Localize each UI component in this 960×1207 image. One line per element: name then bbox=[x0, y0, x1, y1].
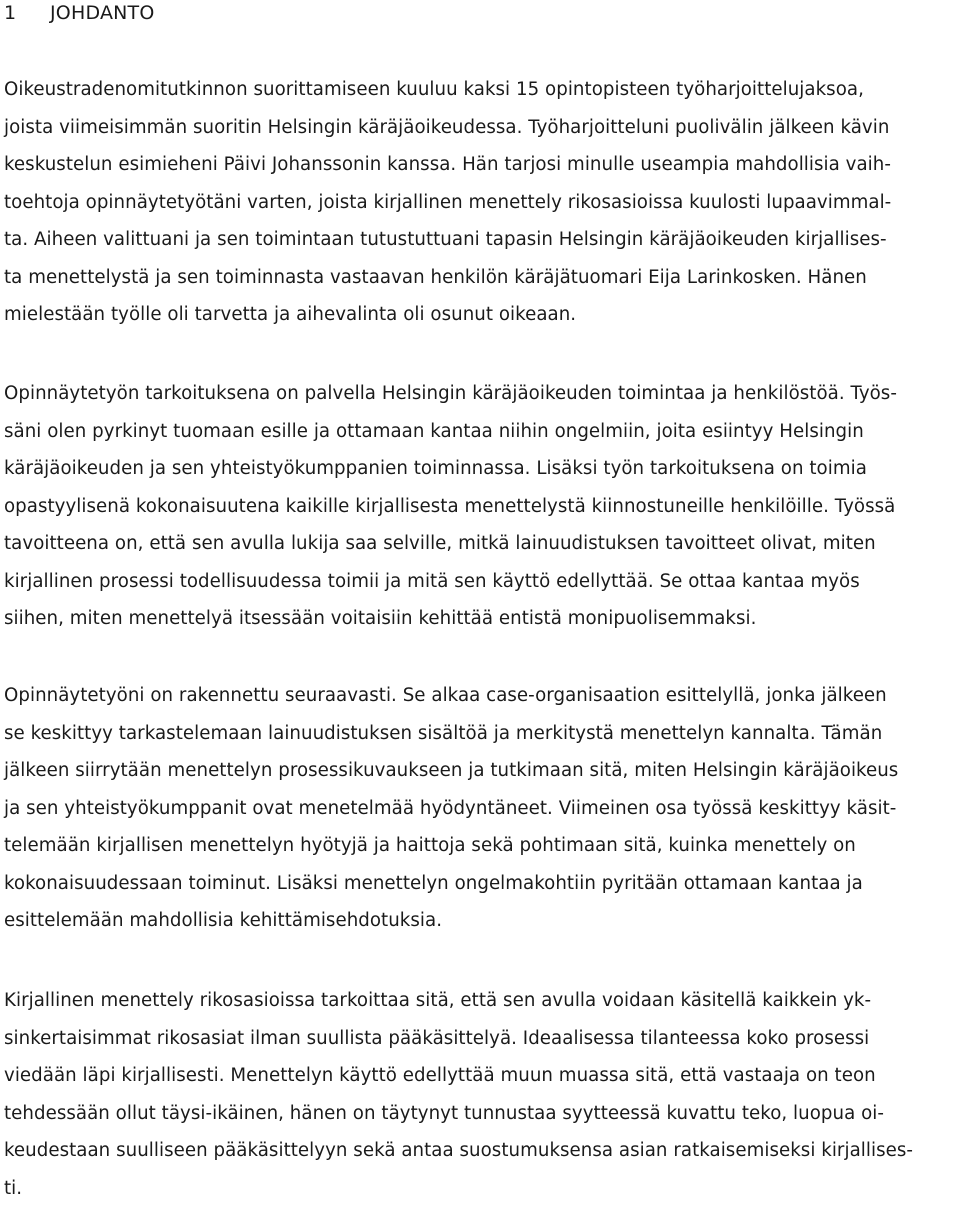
text-line: Opinnäytetyön tarkoituksena on palvella Helsingin käräjäoikeuden toimintaa ja henkilöstöä. Työs- bbox=[4, 375, 956, 413]
chapter-number: 1 bbox=[4, 2, 50, 24]
paragraph-structure bbox=[4, 677, 956, 940]
text-line: tavoitteena on, että sen avulla lukija saa selville, mitkä lainuudistuksen tavoitteet olivat, miten bbox=[4, 525, 956, 563]
paragraph-intro bbox=[4, 71, 956, 334]
text-line: ti. bbox=[4, 1170, 956, 1207]
text-line: siihen, miten menettelyä itsessään voitaisiin kehittää entistä monipuolisemmaksi. bbox=[4, 600, 956, 638]
text-line: jälkeen siirrytään menettelyn prosessikuvaukseen ja tutkimaan sitä, miten Helsingin käräjäoikeus bbox=[4, 752, 956, 790]
text-line: Kirjallinen menettely rikosasioissa tarkoittaa sitä, että sen avulla voidaan käsitellä kaikkein yk- bbox=[4, 982, 956, 1020]
text-line: kokonaisuudessaan toiminut. Lisäksi menettelyn ongelmakohtiin pyritään ottamaan kantaa ja bbox=[4, 865, 956, 903]
text-line: viedään läpi kirjallisesti. Menettelyn käyttö edellyttää muun muassa sitä, että vastaaja on teon bbox=[4, 1057, 956, 1095]
text-line: toehtoja opinnäytetyötäni varten, joista kirjallinen menettely rikosasioissa kuulosti lupaavimmal- bbox=[4, 184, 956, 222]
text-line: telemään kirjallisen menettelyn hyötyjä ja haittoja sekä pohtimaan sitä, kuinka menettely on bbox=[4, 827, 956, 865]
text-line: keudestaan suulliseen pääkäsittelyyn sekä antaa suostumuksensa asian ratkaisemiseksi kirjallises- bbox=[4, 1132, 956, 1170]
paragraph-purpose bbox=[4, 375, 956, 638]
text-line: tehdessään ollut täysi-ikäinen, hänen on täytynyt tunnustaa syytteessä kuvattu teko, luopua oi- bbox=[4, 1095, 956, 1133]
text-line: kirjallinen prosessi todellisuudessa toimii ja mitä sen käyttö edellyttää. Se ottaa kantaa myös bbox=[4, 563, 956, 601]
text-line: esittelemään mahdollisia kehittämisehdotuksia. bbox=[4, 902, 956, 940]
chapter-title: JOHDANTO bbox=[50, 2, 155, 24]
text-line: ja sen yhteistyökumppanit ovat menetelmää hyödyntäneet. Viimeinen osa työssä keskittyy käsit- bbox=[4, 790, 956, 828]
text-line: Opinnäytetyöni on rakennettu seuraavasti. Se alkaa case-organisaation esittelyllä, jonka jälkeen bbox=[4, 677, 956, 715]
text-line: ta menettelystä ja sen toiminnasta vastaavan henkilön käräjätuomari Eija Larinkosken. Hänen bbox=[4, 259, 956, 297]
text-line: joista viimeisimmän suoritin Helsingin käräjäoikeudessa. Työharjoitteluni puolivälin jälkeen kävin bbox=[4, 109, 956, 147]
text-line: säni olen pyrkinyt tuomaan esille ja ottamaan kantaa niihin ongelmiin, joita esiintyy Helsingin bbox=[4, 413, 956, 451]
text-line: sinkertaisimmat rikosasiat ilman suullista pääkäsittelyä. Ideaalisessa tilanteessa koko prosessi bbox=[4, 1020, 956, 1058]
text-line: opastyylisenä kokonaisuutena kaikille kirjallisesta menettelystä kiinnostuneille henkilöille. Työssä bbox=[4, 488, 956, 526]
text-line: ta. Aiheen valittuani ja sen toimintaan tutustuttuani tapasin Helsingin käräjäoikeuden kirjallises- bbox=[4, 221, 956, 259]
chapter-heading bbox=[4, 2, 155, 24]
text-line: käräjäoikeuden ja sen yhteistyökumppanien toiminnassa. Lisäksi työn tarkoituksena on toimia bbox=[4, 450, 956, 488]
text-line: keskustelun esimieheni Päivi Johanssonin kanssa. Hän tarjosi minulle useampia mahdollisia vaih- bbox=[4, 146, 956, 184]
paragraph-definition bbox=[4, 982, 956, 1207]
text-line: se keskittyy tarkastelemaan lainuudistuksen sisältöä ja merkitystä menettelyn kannalta. Tämän bbox=[4, 715, 956, 753]
text-line: mielestään työlle oli tarvetta ja aihevalinta oli osunut oikeaan. bbox=[4, 296, 956, 334]
text-line: Oikeustradenomitutkinnon suorittamiseen kuuluu kaksi 15 opintopisteen työharjoittelujaksoa, bbox=[4, 71, 956, 109]
